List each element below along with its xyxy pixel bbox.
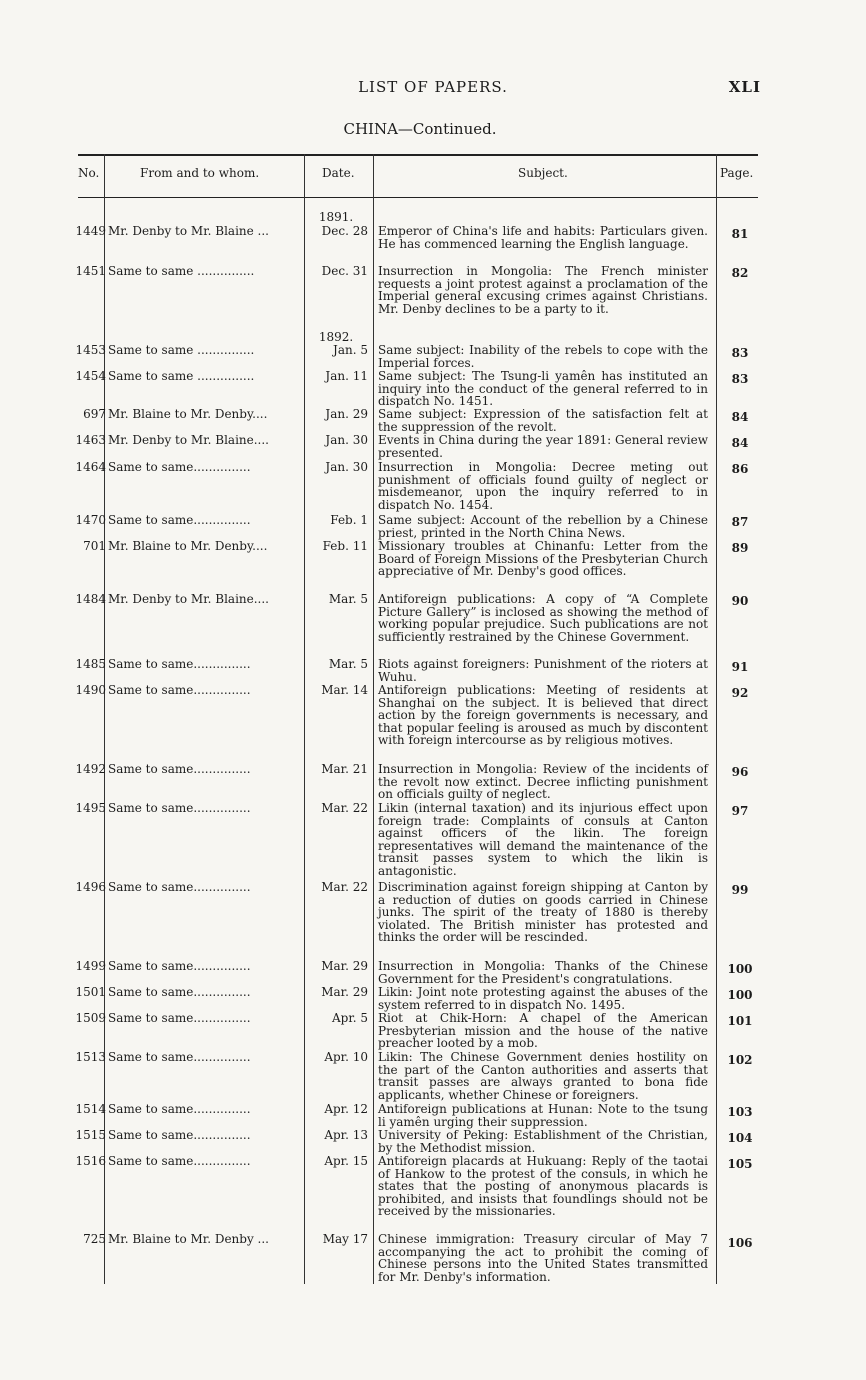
row-date: Mar. 21 <box>321 762 368 776</box>
row-from: Same to same............... <box>108 1154 251 1168</box>
column-divider <box>716 154 717 1284</box>
row-subject: Same subject: The Tsung-li yamên has instituted an inquiry into the conduct of the general referred to in dispatch No. 1451. <box>378 369 708 408</box>
row-subject: University of Peking: Establishment of the Christian, by the Methodist mission. <box>378 1128 708 1155</box>
row-date: Feb. 1 <box>330 513 368 527</box>
row-date: Apr. 13 <box>324 1128 368 1142</box>
row-subject: Likin (internal taxation) and its injurious effect upon foreign trade: Complaints of consuls at Canton against officers of the likin. The foreign representatives will demand the maintenance of the transit passes system to which the likin is antagonistic. <box>378 801 708 878</box>
row-subject: Antiforeign placards at Hukuang: Reply of the taotai of Hankow to the protest of the consuls, in which he states that the posting of anonymous placards is prohibited, and insists that foundlings should not be received by the missionaries. <box>378 1154 708 1218</box>
row-from: Same to same............... <box>108 1128 251 1142</box>
row-number: 1496 <box>75 880 106 894</box>
row-page: 106 <box>727 1236 753 1250</box>
row-from: Same to same............... <box>108 657 251 671</box>
row-page: 82 <box>731 266 749 280</box>
row-from: Mr. Blaine to Mr. Denby.... <box>108 539 268 553</box>
row-subject: Same subject: Expression of the satisfaction felt at the suppression of the revolt. <box>378 407 708 434</box>
row-subject: Same subject: Account of the rebellion by a Chinese priest, printed in the North China News. <box>378 513 708 540</box>
row-number: 1514 <box>75 1102 106 1116</box>
row-from: Same to same ............... <box>108 369 255 383</box>
row-date: Mar. 5 <box>328 657 368 671</box>
row-page: 86 <box>731 462 749 476</box>
row-date: Apr. 15 <box>324 1154 368 1168</box>
row-date: May 17 <box>322 1232 368 1246</box>
row-number: 1513 <box>75 1050 106 1064</box>
row-number: 1463 <box>75 433 106 447</box>
row-subject: Events in China during the year 1891: General review presented. <box>378 433 708 460</box>
row-from: Mr. Denby to Mr. Blaine.... <box>108 433 269 447</box>
row-date: Dec. 28 <box>321 224 368 238</box>
row-date: Mar. 5 <box>328 592 368 606</box>
row-page: 103 <box>727 1105 753 1119</box>
row-date: Jan. 30 <box>325 460 368 474</box>
row-number: 1484 <box>75 592 106 606</box>
row-from: Same to same............... <box>108 1050 251 1064</box>
row-subject: Chinese immigration: Treasury circular of May 7 accompanying the act to prohibit the coming of Chinese persons into the United States transmitted for Mr. Denby's information. <box>378 1232 708 1284</box>
row-date: Jan. 11 <box>325 369 368 383</box>
row-from: Mr. Blaine to Mr. Denby ... <box>108 1232 269 1246</box>
year-label: 1891. <box>318 210 354 224</box>
row-number: 1495 <box>75 801 106 815</box>
row-from: Same to same............... <box>108 460 251 474</box>
row-page: 89 <box>731 541 749 555</box>
row-page: 83 <box>731 346 749 360</box>
row-page: 104 <box>727 1131 753 1145</box>
row-subject: Riots against foreigners: Punishment of the rioters at Wuhu. <box>378 657 708 684</box>
row-from: Same to same............... <box>108 683 251 697</box>
row-number: 1453 <box>75 343 106 357</box>
row-number: 1454 <box>75 369 106 383</box>
row-from: Same to same............... <box>108 1102 251 1116</box>
row-subject: Likin: Joint note protesting against the abuses of the system referred to in dispatch No. 1495. <box>378 985 708 1012</box>
row-from: Same to same............... <box>108 985 251 999</box>
page-numeral: XLI <box>728 78 761 96</box>
row-page: 84 <box>731 410 749 424</box>
row-number: 701 <box>83 539 106 553</box>
row-subject: Insurrection in Mongolia: Decree meting out punishment of officials found guilty of neglect or misdemeanor, upon the inquiry referred to in dispatch No. 1454. <box>378 460 708 512</box>
row-subject: Discrimination against foreign shipping at Canton by a reduction of duties on goods carried in Chinese junks. The spirit of the treaty of 1880 is thereby violated. The British minister has protested and thinks the order will be rescinded. <box>378 880 708 944</box>
row-subject: Emperor of China's life and habits: Particulars given. He has commenced learning the English language. <box>378 224 708 251</box>
row-subject: Insurrection in Mongolia: Review of the incidents of the revolt now extinct. Decree inflicting punishment on officials guilty of neglect. <box>378 762 708 801</box>
column-header-page: Page. <box>720 166 754 180</box>
row-subject: Antiforeign publications: A copy of “A Complete Picture Gallery” is inclosed as showing the method of working popular prejudice. Such publications are not sufficiently restrained by the Chinese Government. <box>378 592 708 644</box>
row-number: 1516 <box>75 1154 106 1168</box>
row-number: 1492 <box>75 762 106 776</box>
column-header-from: From and to whom. <box>140 166 260 180</box>
row-subject: Missionary troubles at Chinanfu: Letter from the Board of Foreign Missions of the Presbyterian Church appreciative of Mr. Denby's good offices. <box>378 539 708 578</box>
row-page: 81 <box>731 227 749 241</box>
row-subject: Riot at Chik-Horn: A chapel of the American Presbyterian mission and the house of the native preacher looted by a mob. <box>378 1011 708 1050</box>
row-from: Same to same............... <box>108 762 251 776</box>
column-header-date: Date. <box>322 166 355 180</box>
row-date: Feb. 11 <box>322 539 368 553</box>
row-from: Mr. Denby to Mr. Blaine.... <box>108 592 269 606</box>
row-number: 1501 <box>75 985 106 999</box>
table-header-rule <box>78 197 758 198</box>
row-number: 725 <box>83 1232 106 1246</box>
row-from: Same to same............... <box>108 1011 251 1025</box>
row-date: Mar. 14 <box>321 683 368 697</box>
row-number: 1509 <box>75 1011 106 1025</box>
row-page: 90 <box>731 594 749 608</box>
row-page: 97 <box>731 804 749 818</box>
row-subject: Insurrection in Mongolia: The French minister requests a joint protest against a proclamation of the Imperial general excusing crimes against Christians. Mr. Denby declines to be a party to it. <box>378 264 708 316</box>
row-subject: Likin: The Chinese Government denies hostility on the part of the Canton authorities and asserts that transit passes are always granted to bona fide applicants, whether Chinese or foreigners. <box>378 1050 708 1102</box>
row-subject: Antiforeign publications at Hunan: Note to the tsung li yamên urging their suppression. <box>378 1102 708 1129</box>
page-header-title: LIST OF PAPERS. <box>358 78 508 96</box>
section-subtitle: CHINA—Continued. <box>343 120 497 138</box>
row-from: Same to same............... <box>108 801 251 815</box>
row-date: Mar. 29 <box>321 959 368 973</box>
row-page: 84 <box>731 436 749 450</box>
row-page: 91 <box>731 660 749 674</box>
row-date: Mar. 22 <box>321 880 368 894</box>
row-number: 1485 <box>75 657 106 671</box>
row-number: 1470 <box>75 513 106 527</box>
row-subject: Antiforeign publications: Meeting of residents at Shanghai on the subject. It is believed that direct action by the foreign governments is necessary, and that popular feeling is aroused as much by discontent with foreign intercourse as by religious motives. <box>378 683 708 747</box>
row-from: Mr. Denby to Mr. Blaine ... <box>108 224 269 238</box>
row-number: 1451 <box>75 264 106 278</box>
column-divider <box>373 154 374 1284</box>
row-from: Mr. Blaine to Mr. Denby.... <box>108 407 268 421</box>
row-number: 1490 <box>75 683 106 697</box>
column-header-no: No. <box>78 166 100 180</box>
row-date: Jan. 30 <box>325 433 368 447</box>
column-header-subject: Subject. <box>518 166 568 180</box>
row-date: Apr. 10 <box>324 1050 368 1064</box>
row-page: 83 <box>731 372 749 386</box>
row-page: 102 <box>727 1053 753 1067</box>
row-from: Same to same ............... <box>108 343 255 357</box>
row-number: 1499 <box>75 959 106 973</box>
row-number: 1464 <box>75 460 106 474</box>
row-date: Mar. 22 <box>321 801 368 815</box>
row-page: 100 <box>727 988 753 1002</box>
row-from: Same to same............... <box>108 513 251 527</box>
row-page: 100 <box>727 962 753 976</box>
row-number: 1449 <box>75 224 106 238</box>
row-from: Same to same ............... <box>108 264 255 278</box>
row-page: 87 <box>731 515 749 529</box>
row-date: Jan. 29 <box>325 407 368 421</box>
row-from: Same to same............... <box>108 880 251 894</box>
row-number: 1515 <box>75 1128 106 1142</box>
row-page: 101 <box>727 1014 753 1028</box>
row-page: 96 <box>731 765 749 779</box>
row-date: Apr. 12 <box>324 1102 368 1116</box>
year-label: 1892. <box>318 330 354 344</box>
row-subject: Insurrection in Mongolia: Thanks of the Chinese Government for the President's congratulations. <box>378 959 708 986</box>
row-date: Apr. 5 <box>331 1011 368 1025</box>
row-date: Jan. 5 <box>333 343 368 357</box>
row-page: 105 <box>727 1157 753 1171</box>
row-subject: Same subject: Inability of the rebels to cope with the Imperial forces. <box>378 343 708 370</box>
row-page: 92 <box>731 686 749 700</box>
row-page: 99 <box>731 883 749 897</box>
row-date: Mar. 29 <box>321 985 368 999</box>
table-top-rule <box>78 154 758 156</box>
row-number: 697 <box>83 407 106 421</box>
row-from: Same to same............... <box>108 959 251 973</box>
row-date: Dec. 31 <box>321 264 368 278</box>
